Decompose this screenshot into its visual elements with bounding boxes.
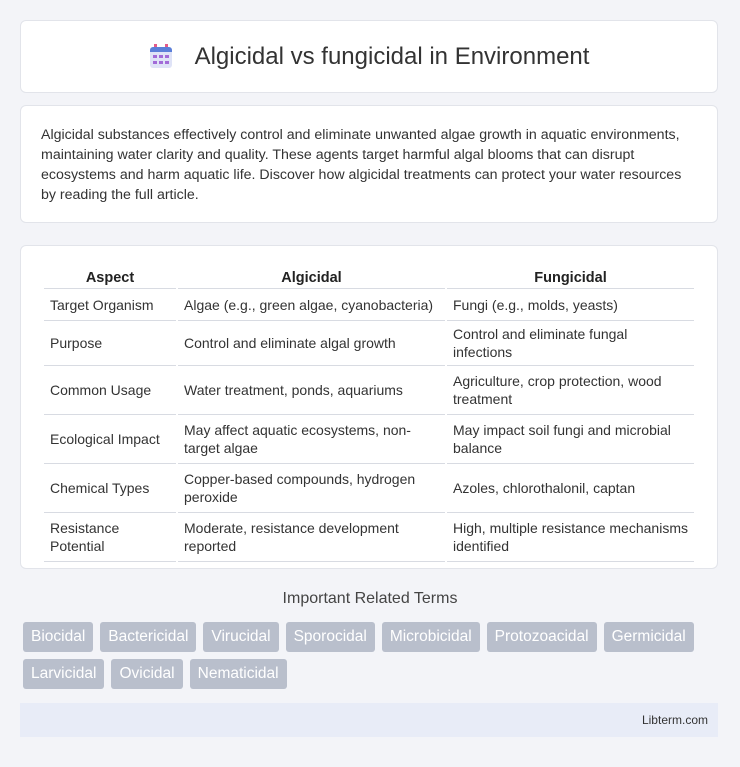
table-row bbox=[44, 321, 694, 366]
table-cell: Ecological Impact bbox=[44, 415, 176, 464]
intro-card bbox=[20, 105, 718, 223]
comparison-card bbox=[20, 245, 718, 569]
related-terms-title: Important Related Terms bbox=[282, 590, 458, 607]
table-row bbox=[44, 513, 694, 562]
related-term-tag[interactable]: Microbicidal bbox=[382, 622, 480, 652]
table-cell: May affect aquatic ecosystems, non-target algae bbox=[178, 415, 445, 464]
calendar-icon bbox=[149, 44, 173, 70]
title-card bbox=[20, 20, 718, 93]
related-term-tag[interactable]: Sporocidal bbox=[286, 622, 375, 652]
footer bbox=[20, 703, 718, 737]
column-header: Fungicidal bbox=[447, 266, 694, 289]
related-term-tag[interactable]: Virucidal bbox=[203, 622, 278, 652]
related-term-tag[interactable]: Germicidal bbox=[604, 622, 694, 652]
table-header-row bbox=[44, 266, 694, 289]
table-cell: Common Usage bbox=[44, 366, 176, 415]
table-cell: Fungi (e.g., molds, yeasts) bbox=[447, 289, 694, 321]
table-row bbox=[44, 415, 694, 464]
related-term-tag[interactable]: Bactericidal bbox=[100, 622, 196, 652]
table-cell: Agriculture, crop protection, wood treatment bbox=[447, 366, 694, 415]
table-cell: Moderate, resistance development reported bbox=[178, 513, 445, 562]
table-cell: High, multiple resistance mechanisms identified bbox=[447, 513, 694, 562]
table-cell: Control and eliminate fungal infections bbox=[447, 321, 694, 366]
related-terms-list bbox=[23, 622, 723, 689]
related-term-tag[interactable]: Biocidal bbox=[23, 622, 93, 652]
table-cell: Water treatment, ponds, aquariums bbox=[178, 366, 445, 415]
table-cell: Purpose bbox=[44, 321, 176, 366]
related-term-tag[interactable]: Protozoacidal bbox=[487, 622, 597, 652]
table-cell: Control and eliminate algal growth bbox=[178, 321, 445, 366]
table-cell: Resistance Potential bbox=[44, 513, 176, 562]
table-row bbox=[44, 289, 694, 321]
table-cell: Azoles, chlorothalonil, captan bbox=[447, 464, 694, 513]
table-cell: Copper-based compounds, hydrogen peroxide bbox=[178, 464, 445, 513]
column-header: Aspect bbox=[44, 266, 176, 289]
table-cell: Algae (e.g., green algae, cyanobacteria) bbox=[178, 289, 445, 321]
table-cell: Target Organism bbox=[44, 289, 176, 321]
table-row bbox=[44, 464, 694, 513]
comparison-table bbox=[42, 266, 696, 562]
footer-brand-link[interactable]: Libterm.com bbox=[641, 713, 708, 727]
table-cell: May impact soil fungi and microbial balance bbox=[447, 415, 694, 464]
column-header: Algicidal bbox=[178, 266, 445, 289]
table-cell: Chemical Types bbox=[44, 464, 176, 513]
related-term-tag[interactable]: Larvicidal bbox=[23, 659, 104, 689]
table-row bbox=[44, 366, 694, 415]
page-title: Algicidal vs fungicidal in Environment bbox=[194, 42, 590, 70]
intro-text: Algicidal substances effectively control and eliminate unwanted algae growth in aquatic environments, maintaining water clarity and quality. These agents target harmful algal blooms that can disrupt ecosystems and harm aquatic life. Discover how algicidal treatments can protect your water resources by reading the full article. bbox=[41, 127, 682, 203]
related-term-tag[interactable]: Ovicidal bbox=[111, 659, 182, 689]
related-term-tag[interactable]: Nematicidal bbox=[190, 659, 287, 689]
